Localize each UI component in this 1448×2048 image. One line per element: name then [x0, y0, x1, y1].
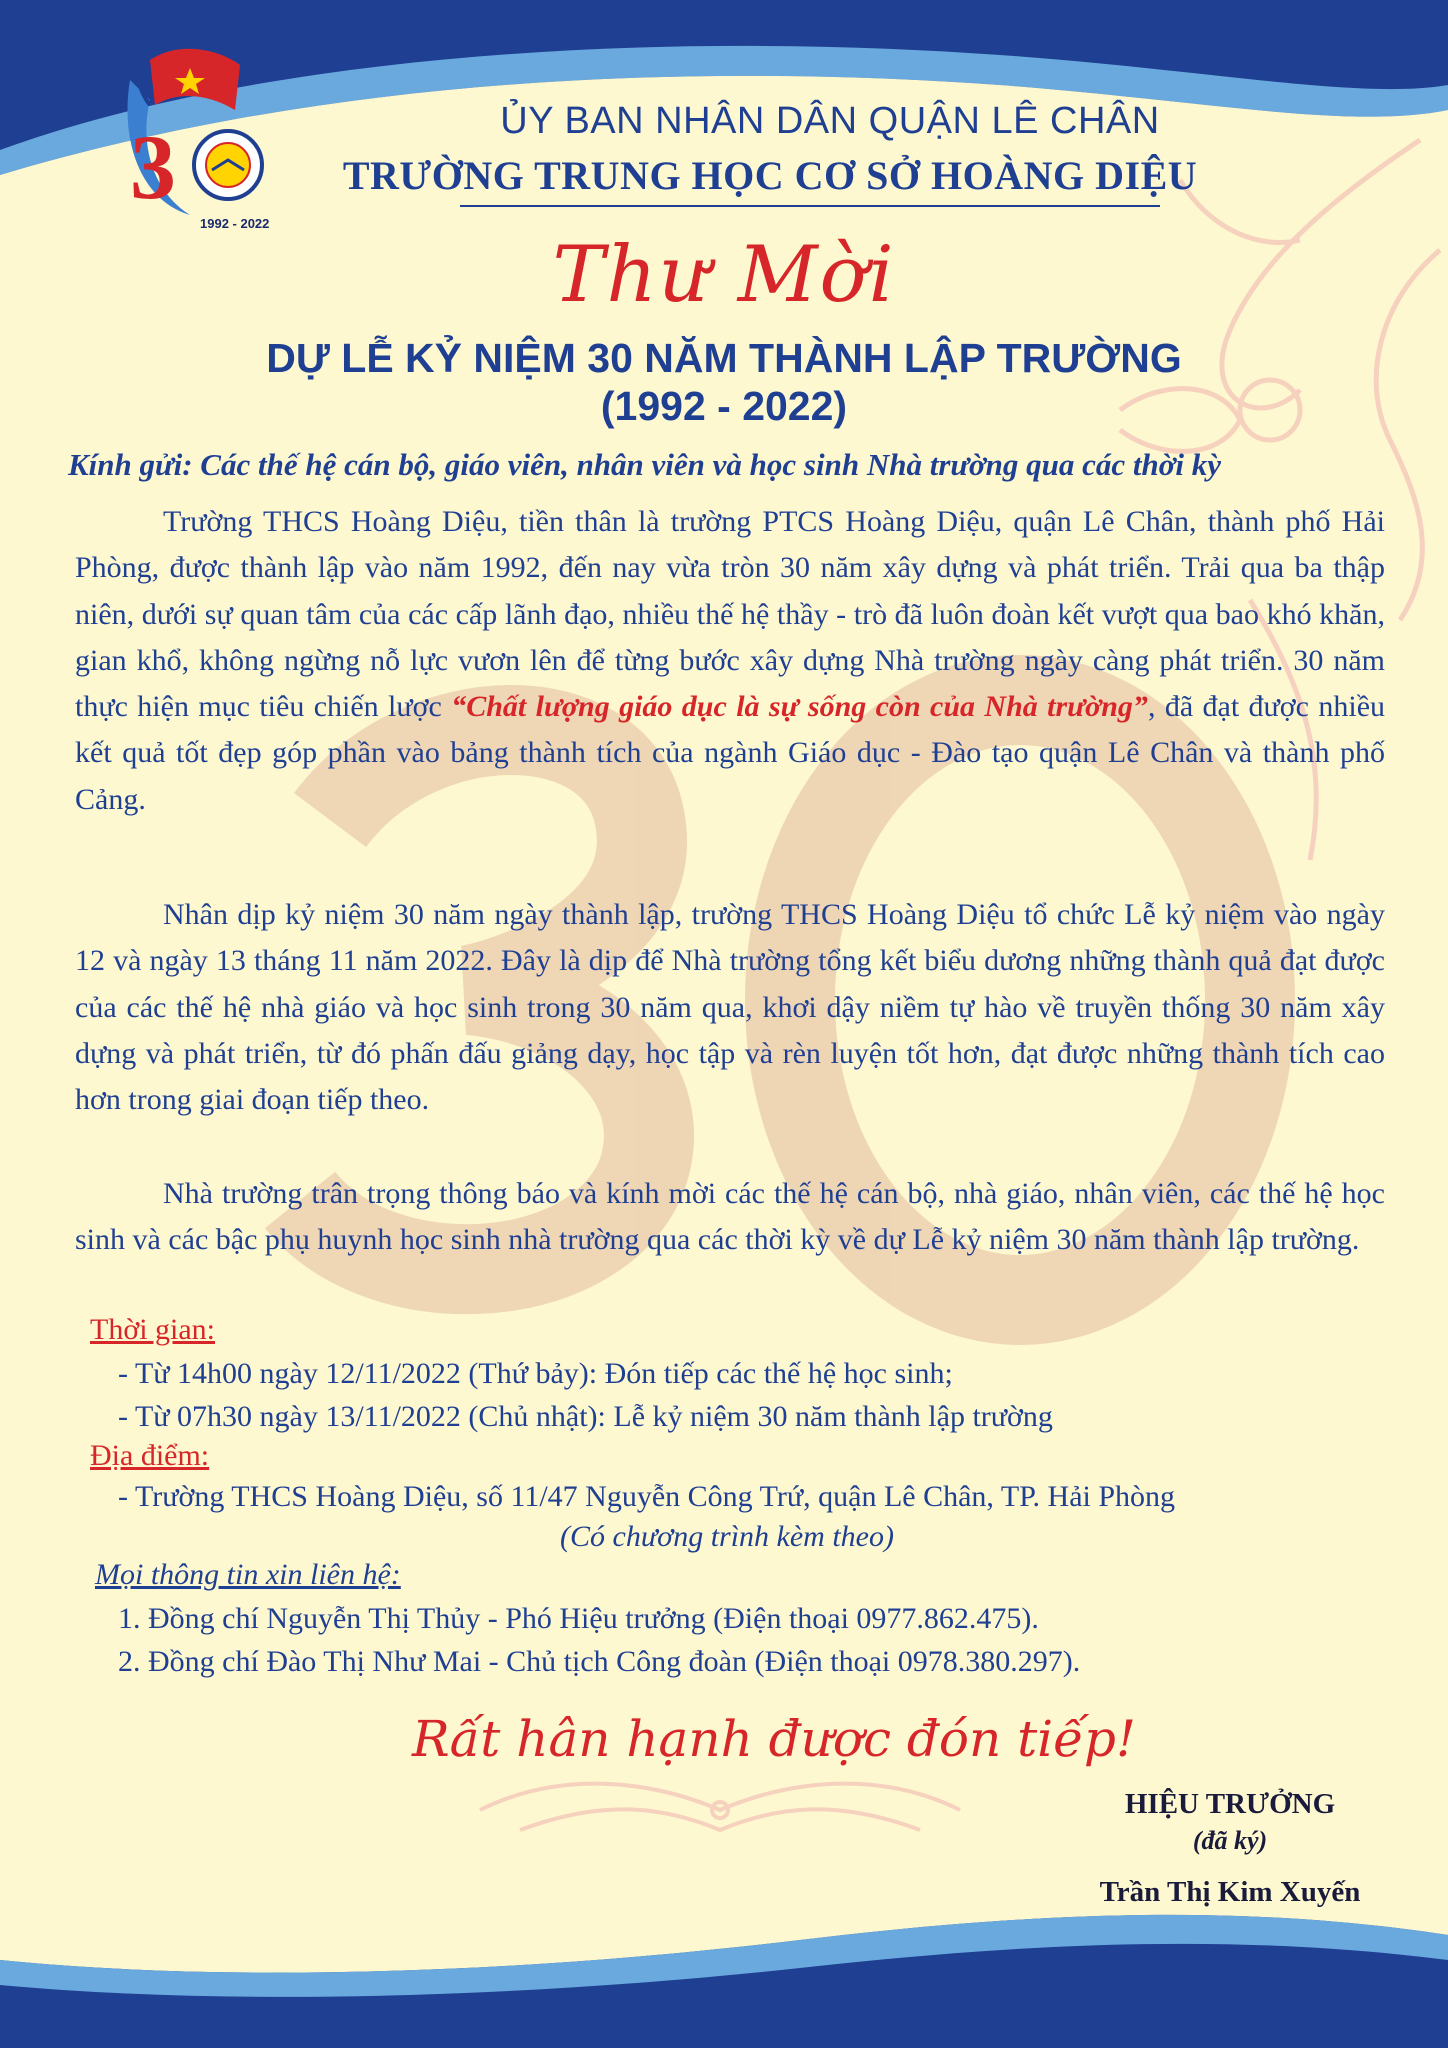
signature-status: (đã ký) — [1192, 1826, 1268, 1855]
signature-name: Trần Thị Kim Xuyến — [1099, 1876, 1361, 1908]
intro-text-end: , đã đạt được nhiều kết quả tốt đẹp góp phần vào bảng thành tích của ngành Giáo dục - Đào tạo quận Lê Chân và thành phố Cảng. — [75, 690, 1386, 816]
invitation-title: Thư Mời — [552, 230, 896, 320]
school-logo — [110, 20, 310, 235]
contact-item: 2. Đồng chí Đào Thị Như Mai - Chủ tịch Công đoàn (Điện thoại 0978.380.297). — [118, 1645, 1081, 1678]
logo-years: 1992 - 2022 — [200, 216, 270, 231]
committee-name: ỦY BAN NHÂN DÂN QUẬN LÊ CHÂN — [500, 100, 1160, 142]
contact-item: 1. Đồng chí Nguyễn Thị Thủy - Phó Hiệu trưởng (Điện thoại 0977.862.475). — [118, 1602, 1039, 1635]
school-underline — [460, 205, 1160, 207]
invitation-text: Nhà trường trân trọng thông báo và kính mời các thế hệ cán bộ, nhà giáo, nhân viên, các thế hệ học sinh và các bậc phụ huynh học sinh nhà trường qua các thời kỳ về dự Lễ kỷ niệm 30 năm thành lập trường. — [75, 1177, 1385, 1257]
signature-role: HIỆU TRƯỞNG — [1124, 1788, 1336, 1820]
intro-text: Trường THCS Hoàng Diệu, tiền thân là trường PTCS Hoàng Diệu, quận Lê Chân, thành phố Hải Phòng, được thành lập vào năm 1992, đến nay vừa tròn 30 năm xây dựng và phát triển. Trải qua ba thập niên, dưới sự quan tâm của các cấp lãnh đạo, nhiều thế hệ thầy - trò đã luôn đoàn kết vượt qua bao khó khăn, gian khổ, không ngừng nỗ lực vươn lên để từng bước xây dựng Nhà trường ngày càng phát triển. 30 năm thực hiện mục tiêu chiến lược — [75, 505, 1385, 724]
contact-label: Mọi thông tin xin liên hệ: — [95, 1558, 401, 1591]
time-item: - Từ 14h00 ngày 12/11/2022 (Thứ bảy): Đón tiếp các thế hệ học sinh; — [118, 1357, 953, 1390]
school-name: TRƯỜNG TRUNG HỌC CƠ SỞ HOÀNG DIỆU — [342, 153, 1198, 198]
paragraph-invitation — [75, 1171, 1385, 1264]
time-item: - Từ 07h30 ngày 13/11/2022 (Chủ nhật): Lễ kỷ niệm 30 năm thành lập trường — [118, 1400, 1053, 1433]
place-label: Địa điểm: — [90, 1439, 210, 1472]
event-years: (1992 - 2022) — [600, 383, 848, 429]
occasion-text: Nhân dịp kỷ niệm 30 năm ngày thành lập, trường THCS Hoàng Diệu tổ chức Lễ kỷ niệm vào ngày 12 và ngày 13 tháng 11 năm 2022. Đây là dịp để Nhà trường tổng kết biểu dương những thành quả đạt được của các thế hệ nhà giáo và học sinh trong 30 năm qua, khơi dậy niềm tự hào về truyền thống 30 năm xây dựng và phát triển, từ đó phấn đấu giảng dạy, học tập và rèn luyện tốt hơn, đạt được những thành tích cao hơn trong giai đoạn tiếp theo. — [75, 898, 1385, 1117]
recipients-line: Kính gửi: Các thế hệ cán bộ, giáo viên, nhân viên và học sinh Nhà trường qua các thời kỳ — [68, 447, 1221, 482]
paragraph-occasion — [75, 892, 1385, 1123]
program-note: (Có chương trình kèm theo) — [560, 1520, 894, 1553]
paragraph-intro — [75, 499, 1385, 823]
time-label: Thời gian: — [90, 1313, 216, 1346]
place-address: - Trường THCS Hoàng Diệu, số 11/47 Nguyễn Công Trứ, quận Lê Chân, TP. Hải Phòng — [118, 1480, 1176, 1513]
svg-text:3: 3 — [130, 116, 176, 218]
closing-welcome: Rất hân hạnh được đón tiếp! — [411, 1710, 1137, 1768]
motto-quote: “Chất lượng giáo dục là sự sống còn của Nhà trường” — [451, 690, 1148, 724]
event-title: DỰ LỄ KỶ NIỆM 30 NĂM THÀNH LẬP TRƯỜNG — [266, 335, 1182, 381]
